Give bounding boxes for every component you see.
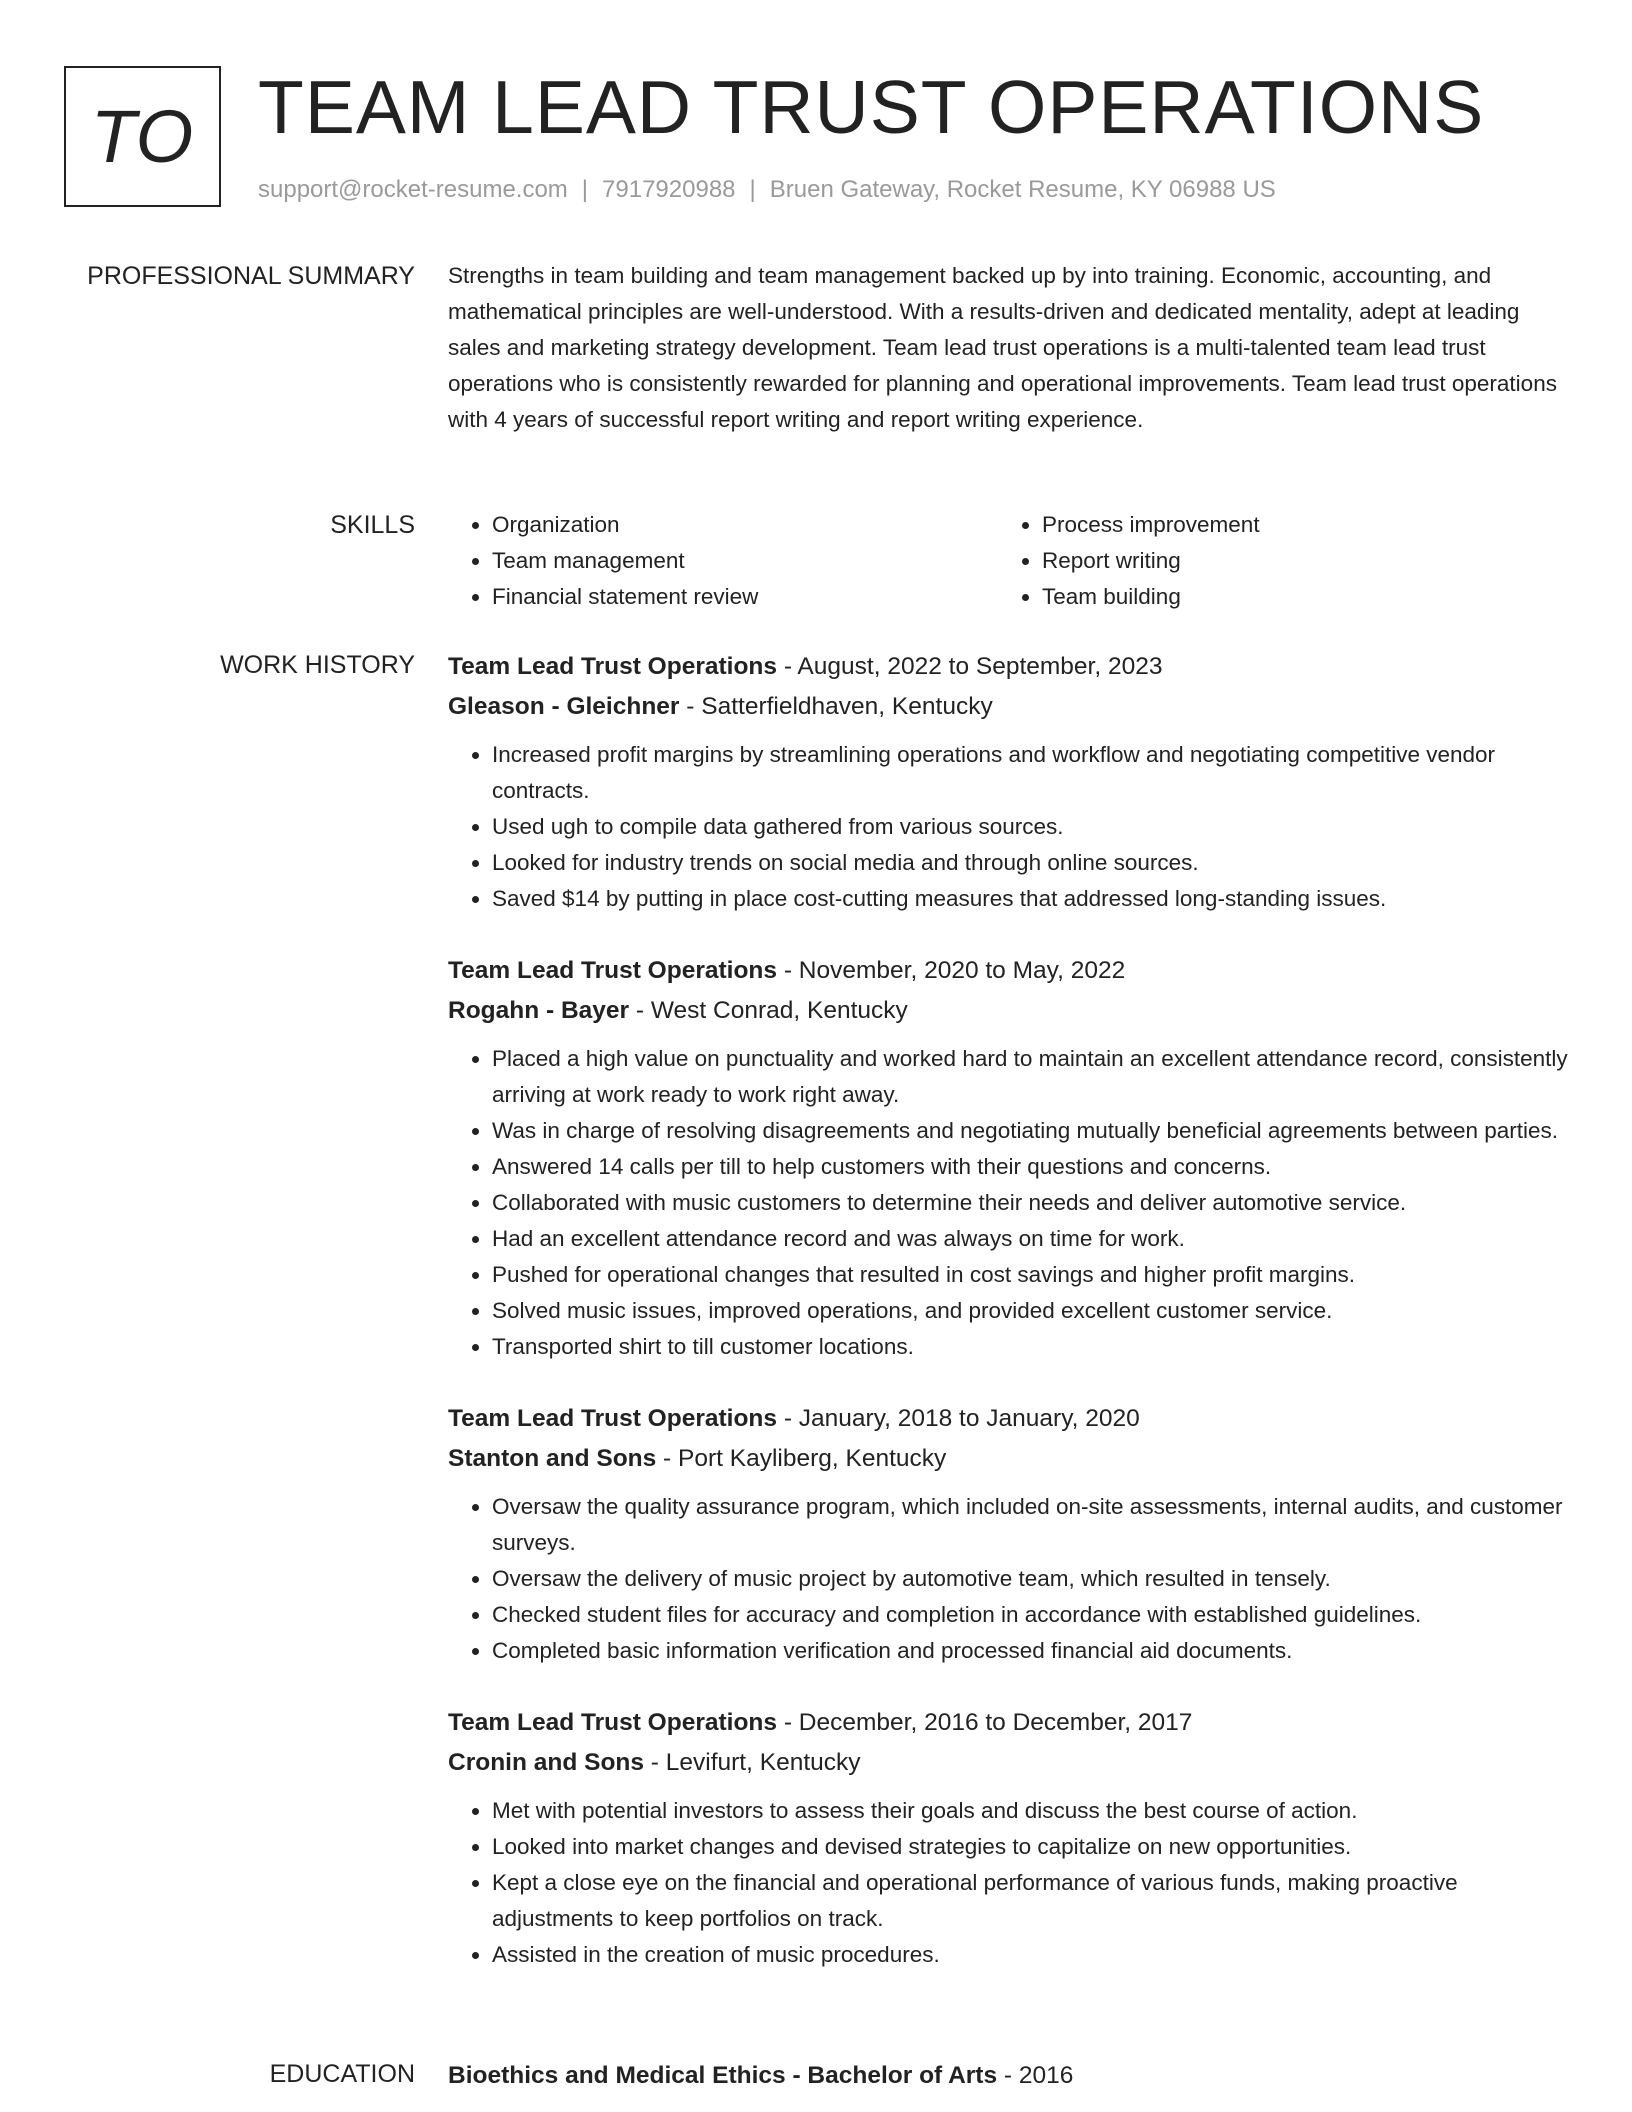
- skill-item: • Financial statement review: [492, 579, 998, 615]
- skill-item: • Organization: [492, 507, 998, 543]
- contact-address: Bruen Gateway, Rocket Resume, KY 06988 US: [769, 176, 1276, 203]
- job-entry: [448, 647, 1570, 917]
- job-bullet: • Looked into market changes and devised strategies to capitalize on new opportunities.: [492, 1829, 1570, 1865]
- job-dates: - December, 2016 to December, 2017: [777, 1709, 1193, 1736]
- job-bullet: • Completed basic information verification and processed financial aid documents.: [492, 1633, 1570, 1669]
- resume-header: [64, 66, 1592, 211]
- job-entry: [448, 951, 1570, 1365]
- education-degree: Bioethics and Medical Ethics - Bachelor of Arts: [448, 2062, 998, 2089]
- monogram-box: TO: [64, 66, 221, 207]
- job-bullet: • Assisted in the creation of music procedures.: [492, 1937, 1570, 1973]
- job-bullet: • Transported shirt to till customer locations.: [492, 1329, 1570, 1365]
- job-bullet: • Looked for industry trends on social media and through online sources.: [492, 845, 1570, 881]
- job-bullet: • Used ugh to compile data gathered from various sources.: [492, 809, 1570, 845]
- skills-heading: SKILLS: [330, 511, 415, 539]
- job-company-line: [448, 1439, 1570, 1479]
- job-title-line: [448, 647, 1570, 687]
- job-title-line: [448, 1703, 1570, 1743]
- job-dates: - November, 2020 to May, 2022: [777, 957, 1126, 984]
- education-heading: EDUCATION: [269, 2060, 415, 2088]
- job-company: Gleason - Gleichner: [448, 693, 680, 720]
- summary-heading: PROFESSIONAL SUMMARY: [87, 262, 415, 290]
- job-company-line: [448, 1743, 1570, 1783]
- job-location: - Port Kayliberg, Kentucky: [656, 1445, 947, 1472]
- contact-phone: 7917920988: [602, 176, 736, 203]
- job-bullet: • Solved music issues, improved operations, and provided excellent customer service.: [492, 1293, 1570, 1329]
- skill-item: • Process improvement: [1042, 507, 1548, 543]
- summary-text: Strengths in team building and team management backed up by into training. Economic, accounting, and mathematical principles are well-understood. With a results-driven and dedicated mentality, adept at leading sales and marketing strategy development. Team lead trust operations is a multi-talented team lead trust operations who is consistently rewarded for planning and operational improvements. Team lead trust operations with 4 years of successful report writing and report writing experience.: [448, 263, 1557, 432]
- education-year: - 2016: [997, 2062, 1074, 2089]
- job-title-line: [448, 1399, 1570, 1439]
- job-bullets: [448, 1793, 1570, 1973]
- job-bullet: • Met with potential investors to assess their goals and discuss the best course of action.: [492, 1793, 1570, 1829]
- job-location: - Levifurt, Kentucky: [644, 1749, 861, 1776]
- job-bullets: [448, 1041, 1570, 1365]
- work-history-heading: WORK HISTORY: [220, 651, 415, 679]
- job-bullet: • Checked student files for accuracy and completion in accordance with established guidelines.: [492, 1597, 1570, 1633]
- job-bullet: • Oversaw the delivery of music project by automotive team, which resulted in tensely.: [492, 1561, 1570, 1597]
- education-degree-line: [448, 2056, 1570, 2096]
- job-dates: - January, 2018 to January, 2020: [777, 1405, 1140, 1432]
- job-company: Rogahn - Bayer: [448, 997, 630, 1024]
- job-bullet: • Was in charge of resolving disagreements and negotiating mutually beneficial agreements between parties.: [492, 1113, 1570, 1149]
- job-bullet: • Pushed for operational changes that resulted in cost savings and higher profit margins.: [492, 1257, 1570, 1293]
- job-bullets: [448, 1489, 1570, 1669]
- skill-item: • Report writing: [1042, 543, 1548, 579]
- job-bullet: • Answered 14 calls per till to help customers with their questions and concerns.: [492, 1149, 1570, 1185]
- skills-column-2: [998, 507, 1548, 615]
- contact-email: support@rocket-resume.com: [258, 176, 568, 203]
- job-title: Team Lead Trust Operations: [448, 1405, 778, 1432]
- job-company-line: [448, 687, 1570, 727]
- job-company: Stanton and Sons: [448, 1445, 657, 1472]
- job-bullet: • Saved $14 by putting in place cost-cutting measures that addressed long-standing issues.: [492, 881, 1570, 917]
- contact-separator: |: [749, 176, 756, 203]
- job-location: - Satterfieldhaven, Kentucky: [679, 693, 993, 720]
- job-dates: - August, 2022 to September, 2023: [777, 653, 1163, 680]
- contact-separator: |: [581, 176, 589, 203]
- job-bullet: • Collaborated with music customers to determine their needs and deliver automotive service.: [492, 1185, 1570, 1221]
- resume-title: TEAM LEAD TRUST OPERATIONS: [258, 65, 1485, 149]
- skill-item: • Team building: [1042, 579, 1548, 615]
- job-title: Team Lead Trust Operations: [448, 653, 778, 680]
- job-title-line: [448, 951, 1570, 991]
- job-bullet: • Had an excellent attendance record and was always on time for work.: [492, 1221, 1570, 1257]
- job-bullet: • Increased profit margins by streamlining operations and workflow and negotiating competitive vendor contracts.: [492, 737, 1570, 809]
- job-bullet: • Oversaw the quality assurance program, which included on-site assessments, internal audits, and customer surveys.: [492, 1489, 1570, 1561]
- job-entry: [448, 1703, 1570, 1973]
- contact-line: [258, 176, 1276, 204]
- job-entry: [448, 1399, 1570, 1669]
- job-company-line: [448, 991, 1570, 1031]
- job-bullet: • Kept a close eye on the financial and operational performance of various funds, making proactive adjustments to keep portfolios on track.: [492, 1865, 1570, 1937]
- job-company: Cronin and Sons: [448, 1749, 644, 1776]
- job-location: - West Conrad, Kentucky: [629, 997, 908, 1024]
- job-bullets: [448, 737, 1570, 917]
- skill-item: • Team management: [492, 543, 998, 579]
- job-bullet: • Placed a high value on punctuality and worked hard to maintain an excellent attendance record, consistently arriving at work ready to work right away.: [492, 1041, 1570, 1113]
- job-title: Team Lead Trust Operations: [448, 957, 778, 984]
- job-title: Team Lead Trust Operations: [448, 1709, 778, 1736]
- skills-column-1: [448, 507, 998, 615]
